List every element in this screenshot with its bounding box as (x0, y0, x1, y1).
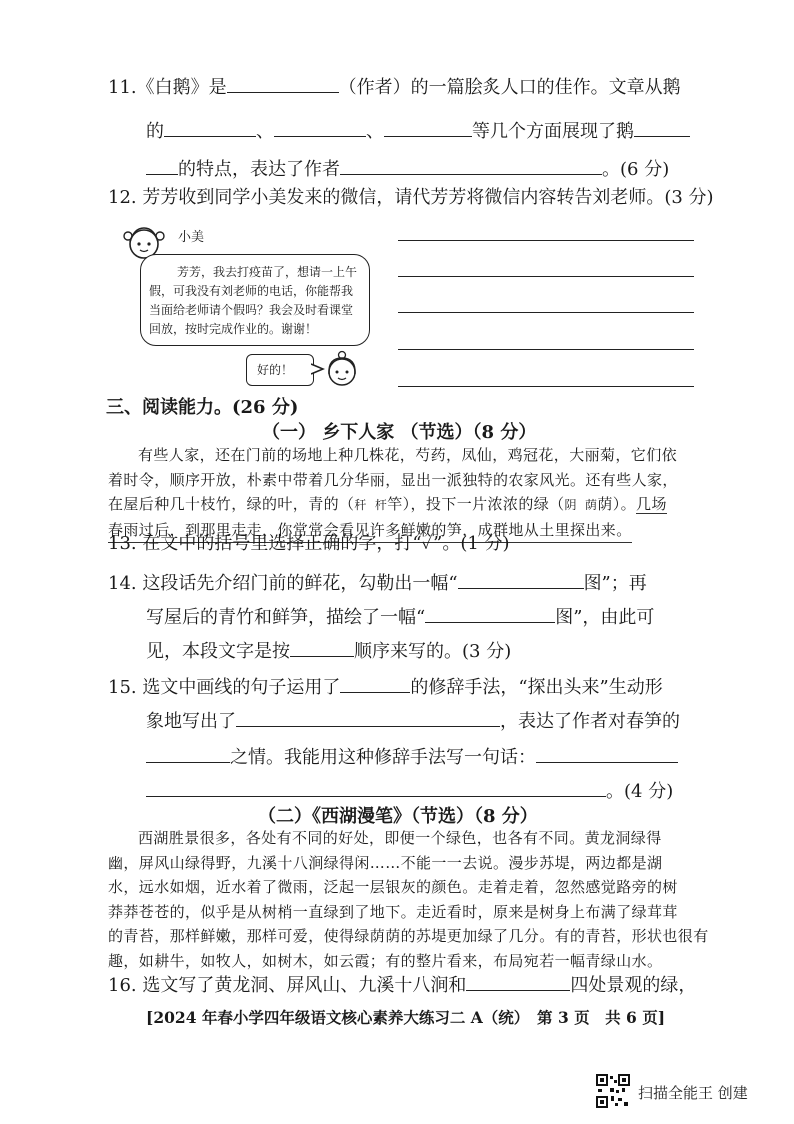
question-15-line-3: 之情。我能用这种修辞手法写一句话： (146, 744, 678, 770)
question-11-line-1: 11.《白鹅》是 （作者）的一篇脍炙人口的佳作。文章从鹅 (108, 74, 681, 100)
answer-blank[interactable] (290, 638, 354, 657)
sender-name: 小美 (178, 230, 205, 245)
chat-message-line: 当面给老师请个假吗？我会及时看课堂 (149, 303, 354, 317)
chat-message-bubble (140, 254, 370, 346)
scanner-watermark: 扫描全能王 创建 (638, 1084, 748, 1102)
qr-code-icon (596, 1074, 630, 1108)
question-16: 16. 选文写了黄龙洞、屏风山、九溪十八涧和 四处景观的绿， (108, 972, 696, 998)
answer-blank[interactable] (227, 74, 339, 93)
answer-blank[interactable] (634, 118, 690, 137)
passage-1-title: （一） 乡下人家 （节选）（8 分） (262, 422, 537, 443)
question-14-line-3: 见，本段文字是按 顺序来写的。(3 分) (146, 638, 511, 664)
question-14-line-2: 写屋后的青竹和鲜笋，描绘了一幅“ 图”，由此可 (146, 604, 654, 630)
answer-blank[interactable] (164, 118, 256, 137)
passage-line: 水，远水如烟，近水着了微雨，泛起一层银灰的颜色。走着走着，忽然感觉路旁的树 (108, 878, 678, 896)
answer-blank[interactable] (146, 156, 178, 175)
passage-line: 的青苔，那样鲜嫩，那样可爱，使得绿荫荫的苏堤更加绿了几分。有的青苔，形状也很有 (108, 927, 709, 945)
underlined-sentence: 春雨过后，到那里走走，你常常会看见许多鲜嫩的笋，成群地从土里探出来。 (108, 518, 632, 544)
question-15-line-1: 15. 选文中画线的句子运用了 的修辞手法，“探出头来”生动形 (108, 674, 663, 700)
passage-line: 在屋后种几十枝竹，绿的叶，青的（秆 杆竿），投下一片浓浓的绿（阴 荫荫）。几场 (108, 495, 667, 513)
choice-option[interactable]: 阴 (564, 498, 577, 512)
passage-line: 幽，屏风山绿得野，九溪十八涧绿得闲……不能一一去说。漫步苏堤，两边都是湖 (108, 853, 663, 872)
choice-option[interactable]: 荫 (584, 498, 598, 512)
chat-message-line: 假，可我没有刘老师的电话，你能帮我 (149, 284, 354, 298)
choice-option[interactable]: 秆 (354, 498, 367, 512)
answer-blank[interactable] (236, 708, 500, 727)
answer-line[interactable] (398, 276, 694, 277)
answer-blank[interactable] (384, 118, 472, 137)
answer-line[interactable] (398, 386, 694, 387)
passage-line: 有些人家，还在门前的场地上种几株花，芍药，凤仙，鸡冠花，大丽菊，它们依 (138, 446, 678, 464)
girl-avatar-icon (322, 350, 362, 390)
passage-line: 着时令，顺序开放，朴素中带着几分华丽，显出一派独特的农家风光。还有些人家， (108, 470, 678, 489)
chat-message-line: 回放，按时完成作业的。谢谢！ (149, 322, 318, 336)
underlined-sentence: 几场 (636, 495, 667, 513)
answer-line[interactable] (398, 240, 694, 241)
answer-blank[interactable] (340, 156, 602, 175)
question-15-line-4: 。(4 分) (146, 778, 673, 804)
page-footer: [2024 年春小学四年级语文核心素养大练习二 A（统） 第 3 页 共 6 页] (146, 1008, 666, 1027)
chat-message-line: 芳芳，我去打疫苗了，想请一上午 (177, 265, 358, 279)
answer-blank[interactable] (458, 570, 584, 589)
answer-blank[interactable] (340, 674, 410, 693)
answer-blank[interactable] (146, 778, 606, 797)
choice-option[interactable]: 杆 (374, 498, 388, 512)
reply-bubble: 好的！ (246, 354, 314, 386)
answer-line[interactable] (398, 312, 694, 313)
passage-line: 趣，如耕牛，如牧人，如树木，如云霞；有的整片看来，布局宛若一幅青绿山水。 (108, 951, 663, 970)
question-12: 12. 芳芳收到同学小美发来的微信，请代芳芳将微信内容转告刘老师。(3 分) (108, 187, 714, 208)
passage-line: 西湖胜景很多，各处有不同的好处，即便一个绿色，也各有不同。黄龙洞绿得 (138, 829, 662, 847)
question-14-line-1: 14. 这段话先介绍门前的鲜花，勾勒出一幅“ 图”；再 (108, 570, 647, 596)
answer-line[interactable] (398, 349, 694, 350)
question-13: 13. 在文中的括号里选择正确的字，打“✓”。(1 分) (108, 533, 510, 554)
passage-line: 莽莽苍苍的，似乎是从树梢一直绿到了地下。走近看时，原来是树身上布满了绿茸茸 (108, 902, 678, 921)
answer-blank[interactable] (425, 604, 555, 623)
answer-blank[interactable] (466, 972, 570, 991)
answer-blank[interactable] (274, 118, 366, 137)
question-15-line-2: 象地写出了 ，表达了作者对春笋的 (146, 708, 680, 734)
answer-blank[interactable] (146, 744, 230, 763)
passage-2 (108, 826, 709, 973)
passage-2-title: （二）《西湖漫笔》（节选）（8 分） (258, 806, 538, 827)
passage-1 (108, 443, 678, 543)
q11-text: 11.《白鹅》是 (108, 77, 227, 98)
section-heading: 三、阅读能力。(26 分) (106, 397, 299, 418)
question-11-line-2: 的 、 、 等几个方面展现了鹅 (146, 118, 690, 144)
answer-blank[interactable] (536, 744, 678, 763)
question-11-line-3: 的特点，表达了作者 。(6 分) (146, 156, 669, 182)
